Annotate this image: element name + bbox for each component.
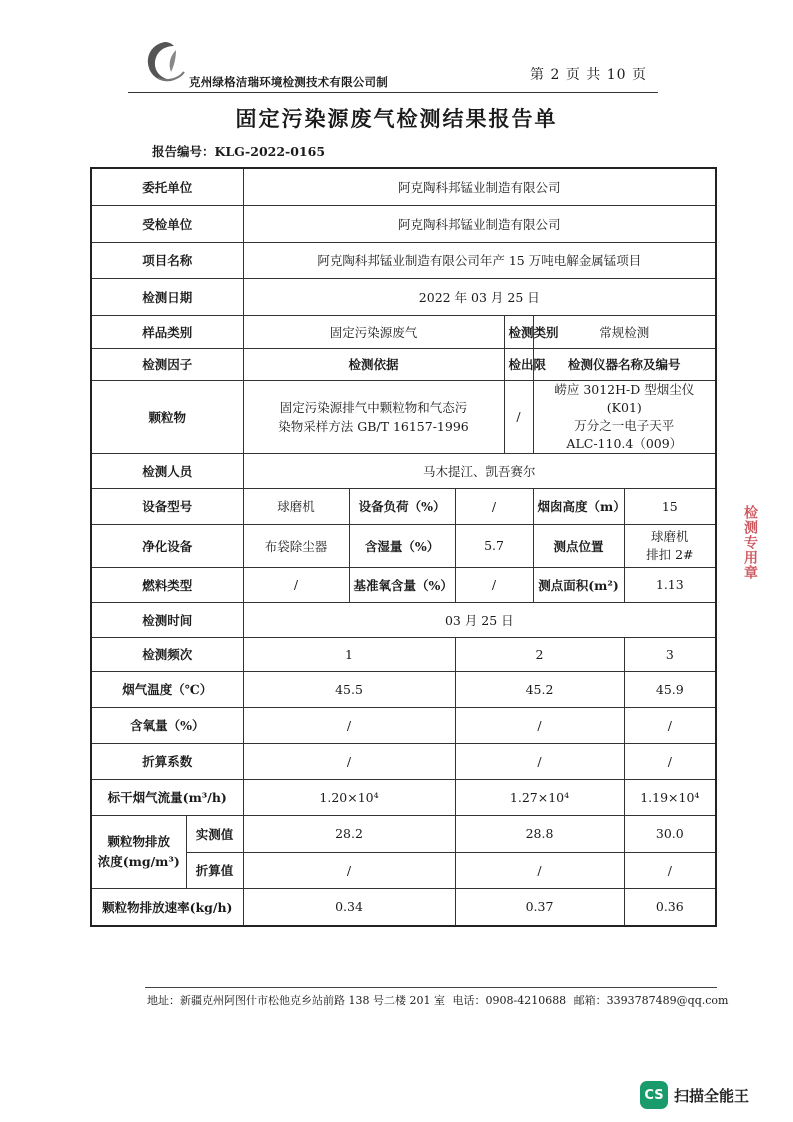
footer-email: 邮箱：3393787489@qq.com bbox=[573, 994, 729, 1007]
company-logo-icon bbox=[140, 38, 190, 88]
table-row bbox=[91, 453, 716, 488]
instrument-line-1: 崂应 3012H-D 型烟尘仪(K01) bbox=[554, 381, 695, 415]
footer-address: 地址：新疆克州阿图什市松他克乡站前路 138 号二楼 201 室 bbox=[147, 994, 445, 1007]
factor-label: 检测因子 bbox=[91, 348, 243, 380]
date-value: 2022 年 03 月 25 日 bbox=[243, 278, 716, 315]
footer bbox=[147, 992, 732, 1008]
measured-label: 实测值 bbox=[186, 815, 243, 852]
report-title: 固定污染源废气检测结果报告单 bbox=[235, 106, 558, 131]
conc-label-line-1: 颗粒物排放 bbox=[107, 833, 170, 849]
oxygen-label: 含氧量（%） bbox=[91, 707, 243, 743]
table-row bbox=[91, 380, 716, 453]
project-label: 项目名称 bbox=[91, 242, 243, 278]
purify-value: 布袋除尘器 bbox=[243, 524, 349, 567]
area-value: 1.13 bbox=[624, 567, 716, 602]
measured-cell: 30.0 bbox=[624, 815, 716, 852]
converted-cell: / bbox=[455, 852, 624, 888]
table-row bbox=[91, 637, 716, 671]
oxygen-ref-value: / bbox=[455, 567, 533, 602]
temp-cell: 45.5 bbox=[243, 671, 455, 707]
chimney-label: 烟囱高度（m） bbox=[533, 488, 624, 524]
table-row bbox=[91, 348, 716, 380]
purify-label: 净化设备 bbox=[91, 524, 243, 567]
table-row bbox=[91, 168, 716, 205]
table-row bbox=[91, 205, 716, 242]
client-value: 阿克陶科邦锰业制造有限公司 bbox=[243, 168, 716, 205]
page-number: 第 2 页 共 10 页 bbox=[530, 67, 647, 83]
point-value bbox=[624, 524, 716, 567]
converted-cell: / bbox=[624, 852, 716, 888]
instrument-line-3: ALC-110.4（009） bbox=[566, 435, 683, 451]
oxygen-cell: / bbox=[243, 707, 455, 743]
oxygen-cell: / bbox=[624, 707, 716, 743]
table-row bbox=[91, 242, 716, 278]
basis-label: 检测依据 bbox=[243, 348, 504, 380]
footer-divider bbox=[145, 987, 717, 988]
table-row bbox=[91, 743, 716, 779]
moisture-label: 含湿量（%） bbox=[349, 524, 455, 567]
oxygen-ref-label: 基准氧含量（%） bbox=[349, 567, 455, 602]
inspected-label: 受检单位 bbox=[91, 205, 243, 242]
flow-cell: 1.27×10⁴ bbox=[455, 779, 624, 815]
conc-label-line-2: 浓度(mg/m³) bbox=[97, 853, 180, 869]
scanner-name: 扫描全能王 bbox=[674, 1086, 750, 1105]
measured-cell: 28.8 bbox=[455, 815, 624, 852]
sample-type-value: 固定污染源废气 bbox=[243, 315, 504, 348]
particle-basis bbox=[243, 380, 504, 453]
point-label: 测点位置 bbox=[533, 524, 624, 567]
freq-cell: 2 bbox=[455, 637, 624, 671]
report-number: 报告编号：KLG-2022-0165 bbox=[152, 144, 326, 159]
limit-label: 检出限 bbox=[504, 348, 533, 380]
particle-basis-line-2: 染物采样方法 GB/T 16157-1996 bbox=[278, 418, 469, 434]
scanner-logo-icon: CS bbox=[640, 1081, 668, 1109]
load-value: / bbox=[455, 488, 533, 524]
table-row bbox=[91, 602, 716, 637]
particle-limit: / bbox=[504, 380, 533, 453]
measured-cell: 28.2 bbox=[243, 815, 455, 852]
fuel-label: 燃料类型 bbox=[91, 567, 243, 602]
table-row bbox=[91, 278, 716, 315]
converted-label: 折算值 bbox=[186, 852, 243, 888]
result-table bbox=[90, 167, 717, 927]
company-name: 克州绿格洁瑞环境检测技术有限公司制 bbox=[189, 75, 388, 89]
freq-label: 检测频次 bbox=[91, 637, 243, 671]
staff-label: 检测人员 bbox=[91, 453, 243, 488]
client-label: 委托单位 bbox=[91, 168, 243, 205]
temp-label: 烟气温度（℃） bbox=[91, 671, 243, 707]
rate-cell: 0.37 bbox=[455, 888, 624, 926]
footer-phone: 电话：0908-4210688 bbox=[452, 994, 567, 1007]
table-row bbox=[91, 524, 716, 567]
scanner-watermark bbox=[640, 1081, 749, 1109]
particle-basis-line-1: 固定污染源排气中颗粒物和气态污 bbox=[279, 399, 468, 415]
point-value-line-1: 球磨机 bbox=[651, 528, 689, 544]
coef-cell: / bbox=[243, 743, 455, 779]
freq-cell: 1 bbox=[243, 637, 455, 671]
table-row bbox=[91, 671, 716, 707]
flow-cell: 1.20×10⁴ bbox=[243, 779, 455, 815]
oxygen-cell: / bbox=[455, 707, 624, 743]
table-row bbox=[91, 315, 716, 348]
moisture-value: 5.7 bbox=[455, 524, 533, 567]
table-row bbox=[91, 779, 716, 815]
seal-stamp: 检测专用章 bbox=[742, 505, 758, 580]
equip-model-label: 设备型号 bbox=[91, 488, 243, 524]
table-row bbox=[91, 567, 716, 602]
test-type-label: 检测类别 bbox=[504, 315, 533, 348]
fuel-value: / bbox=[243, 567, 349, 602]
area-label: 测点面积(m²) bbox=[533, 567, 624, 602]
converted-cell: / bbox=[243, 852, 455, 888]
header-divider bbox=[128, 92, 658, 93]
time-value: 03 月 25 日 bbox=[243, 602, 716, 637]
sample-type-label: 样品类别 bbox=[91, 315, 243, 348]
coef-cell: / bbox=[455, 743, 624, 779]
flow-label: 标干烟气流量(m³/h) bbox=[91, 779, 243, 815]
date-label: 检测日期 bbox=[91, 278, 243, 315]
project-value: 阿克陶科邦锰业制造有限公司年产 15 万吨电解金属锰项目 bbox=[243, 242, 716, 278]
coef-cell: / bbox=[624, 743, 716, 779]
staff-value: 马木提江、凯吾赛尔 bbox=[243, 453, 716, 488]
rate-cell: 0.36 bbox=[624, 888, 716, 926]
rate-label: 颗粒物排放速率(kg/h) bbox=[91, 888, 243, 926]
time-label: 检测时间 bbox=[91, 602, 243, 637]
rate-cell: 0.34 bbox=[243, 888, 455, 926]
temp-cell: 45.9 bbox=[624, 671, 716, 707]
chimney-value: 15 bbox=[624, 488, 716, 524]
load-label: 设备负荷（%） bbox=[349, 488, 455, 524]
particle-label: 颗粒物 bbox=[91, 380, 243, 453]
test-type-value: 常规检测 bbox=[533, 315, 716, 348]
table-row bbox=[91, 815, 716, 852]
freq-cell: 3 bbox=[624, 637, 716, 671]
instrument-line-2: 万分之一电子天平 bbox=[574, 417, 675, 433]
point-value-line-2: 排扣 2# bbox=[646, 546, 694, 562]
inspected-value: 阿克陶科邦锰业制造有限公司 bbox=[243, 205, 716, 242]
table-row bbox=[91, 707, 716, 743]
flow-cell: 1.19×10⁴ bbox=[624, 779, 716, 815]
equip-model-value: 球磨机 bbox=[243, 488, 349, 524]
conc-label bbox=[91, 815, 186, 888]
temp-cell: 45.2 bbox=[455, 671, 624, 707]
table-row bbox=[91, 888, 716, 926]
instrument-value bbox=[533, 380, 716, 453]
coef-label: 折算系数 bbox=[91, 743, 243, 779]
instrument-label: 检测仪器名称及编号 bbox=[533, 348, 716, 380]
table-row bbox=[91, 488, 716, 524]
